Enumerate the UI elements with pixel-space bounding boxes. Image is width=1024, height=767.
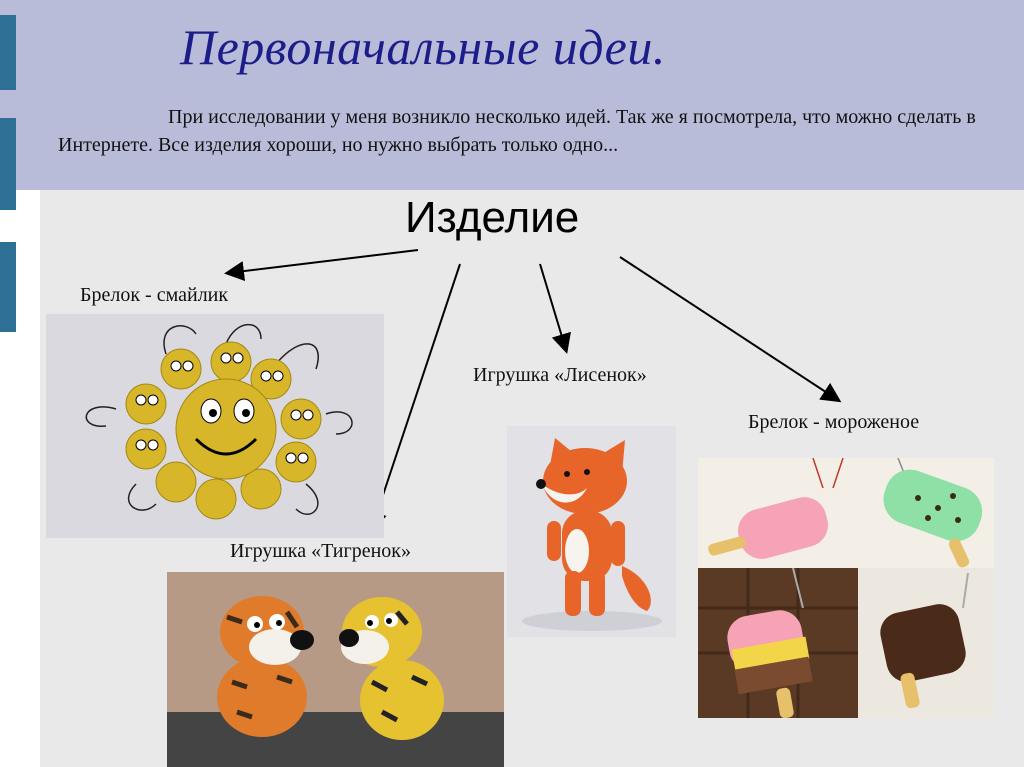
label-smiley: Брелок - смайлик xyxy=(80,284,229,306)
slide-title: Первоначальные идеи. xyxy=(180,19,666,75)
arrow-to-fox xyxy=(540,264,566,350)
arrow-to-icecream xyxy=(620,257,838,400)
intro-text: При исследовании у меня возникло несколько идей. Так же я посмотрела, что можно сделать в Интернете. Все изделия хороши, но нужно выбрать только одно... xyxy=(58,106,976,156)
arrow-to-smiley xyxy=(228,250,418,273)
icecream-photo xyxy=(698,458,994,718)
tiger-photo xyxy=(167,572,504,767)
center-label: Изделие xyxy=(405,193,580,242)
smiley-photo xyxy=(46,314,384,538)
label-tiger: Игрушка «Тигренок» xyxy=(230,540,411,562)
label-icecream: Брелок - мороженое xyxy=(748,411,920,433)
fox-photo xyxy=(507,426,676,637)
label-fox: Игрушка «Лисенок» xyxy=(473,364,647,386)
arrow-to-tiger xyxy=(372,264,460,528)
